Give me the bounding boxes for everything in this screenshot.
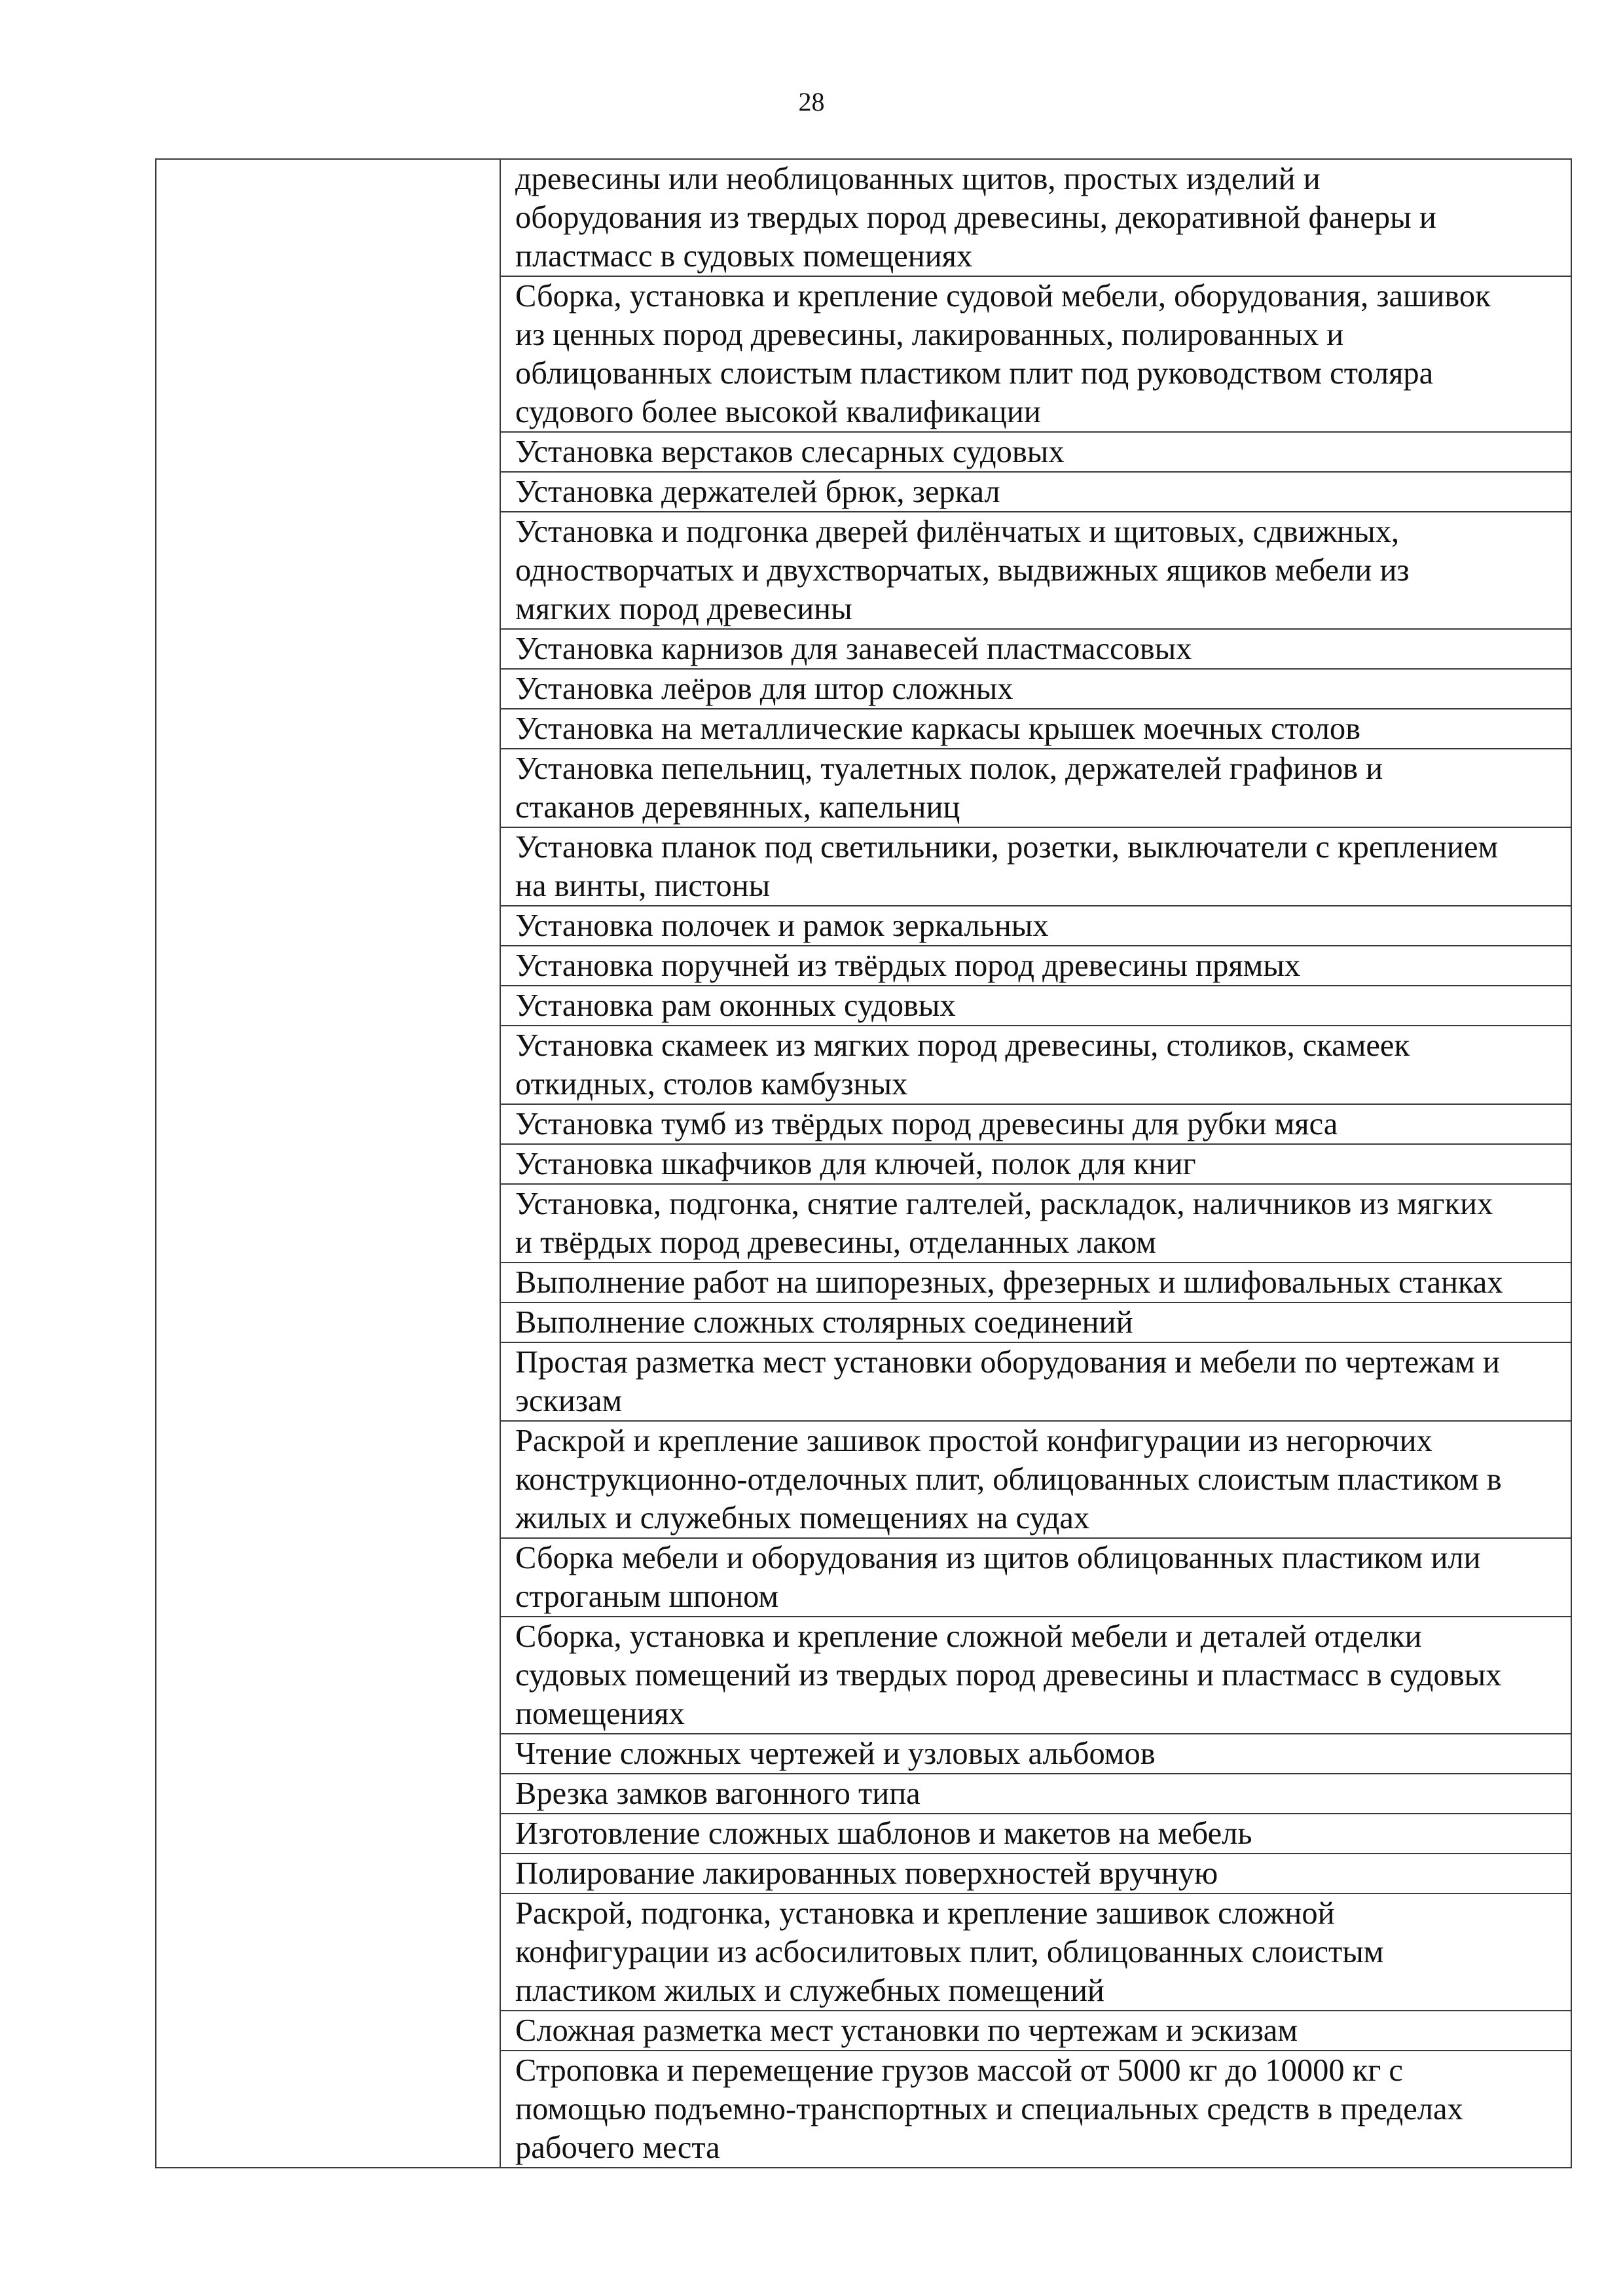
work-item-cell <box>500 512 1571 629</box>
work-item-text: Чтение сложных чертежей и узловых альбомов <box>515 1736 1156 1771</box>
work-item-cell <box>500 906 1571 946</box>
work-item-cell <box>500 827 1571 906</box>
table-row <box>156 159 1571 276</box>
work-item-cell <box>500 1814 1571 1854</box>
page-number: 28 <box>798 87 825 117</box>
work-item-cell <box>500 946 1571 986</box>
work-item-text: Сборка мебели и оборудования из щитов облицованных пластиком или строганым шпоном <box>515 1541 1481 1614</box>
work-item-cell <box>500 472 1571 512</box>
work-item-cell <box>500 276 1571 432</box>
work-item-cell <box>500 1144 1571 1184</box>
work-item-cell <box>500 629 1571 669</box>
work-item-cell <box>500 2051 1571 2168</box>
work-item-cell <box>500 1342 1571 1421</box>
work-item-text: Установка на металлические каркасы крышек моечных столов <box>515 711 1361 746</box>
work-item-text: Простая разметка мест установки оборудования и мебели по чертежам и эскизам <box>515 1345 1500 1418</box>
work-item-text: Установка поручней из твёрдых пород древесины прямых <box>515 948 1301 983</box>
work-item-cell <box>500 1421 1571 1538</box>
work-item-text: Установка тумб из твёрдых пород древесины для рубки мяса <box>515 1107 1338 1141</box>
work-item-text: Установка полочек и рамок зеркальных <box>515 908 1049 943</box>
work-item-text: Установка рам оконных судовых <box>515 988 956 1023</box>
work-list-table <box>155 158 1572 2168</box>
work-item-cell <box>500 709 1571 749</box>
work-item-text: Установка леёров для штор сложных <box>515 672 1013 706</box>
work-item-text: Изготовление сложных шаблонов и макетов на мебель <box>515 1816 1252 1851</box>
work-item-text: Установка планок под светильники, розетки, выключатели с креплением на винты, пистоны <box>515 830 1499 903</box>
work-item-cell <box>500 1184 1571 1263</box>
work-item-cell <box>500 1854 1571 1893</box>
work-item-cell <box>500 1538 1571 1617</box>
work-item-text: Строповка и перемещение грузов массой от 5000 кг до 10000 кг с помощью подъемно-транспортных и специальных средств в пределах рабочего места <box>515 2053 1463 2165</box>
work-item-text: Выполнение работ на шипорезных, фрезерных и шлифовальных станках <box>515 1265 1503 1300</box>
work-item-text: Установка держателей брюк, зеркал <box>515 475 1000 509</box>
work-item-text: древесины или необлицованных щитов, простых изделий и оборудования из твердых пород древесины, декоративной фанеры и пластмасс в судовых помещениях <box>515 162 1436 274</box>
work-item-cell <box>500 1893 1571 2011</box>
work-item-text: Установка верстаков слесарных судовых <box>515 435 1065 469</box>
work-item-cell <box>500 1774 1571 1814</box>
work-item-text: Установка шкафчиков для ключей, полок для книг <box>515 1147 1196 1181</box>
work-item-text: Полирование лакированных поверхностей вручную <box>515 1856 1218 1891</box>
work-item-cell <box>500 1026 1571 1104</box>
work-item-text: Раскрой, подгонка, установка и крепление зашивок сложной конфигурации из асбосилитовых плит, облицованных слоистым пластиком жилых и служебных помещений <box>515 1896 1384 2008</box>
work-item-cell <box>500 749 1571 827</box>
work-item-cell <box>500 159 1571 276</box>
work-item-text: Установка карнизов для занавесей пластмассовых <box>515 632 1192 666</box>
work-item-text: Сборка, установка и крепление судовой мебели, оборудования, зашивок из ценных пород древесины, лакированных, полированных и облицованных слоистым пластиком плит под руководством столяра судового более высокой квалификации <box>515 279 1491 429</box>
work-item-cell <box>500 1104 1571 1144</box>
work-item-cell <box>500 1734 1571 1774</box>
work-item-cell <box>500 986 1571 1026</box>
work-item-text: Установка и подгонка дверей филёнчатых и щитовых, сдвижных, одностворчатых и двухстворчатых, выдвижных ящиков мебели из мягких пород древесины <box>515 514 1410 626</box>
work-item-text: Раскрой и крепление зашивок простой конфигурации из негорючих конструкционно-отделочных плит, облицованных слоистым пластиком в жилых и служебных помещениях на судах <box>515 1424 1502 1535</box>
work-item-text: Установка пепельниц, туалетных полок, держателей графинов и стаканов деревянных, капельниц <box>515 751 1383 825</box>
work-item-text: Врезка замков вагонного типа <box>515 1776 921 1811</box>
work-item-cell <box>500 432 1571 472</box>
work-item-text: Выполнение сложных столярных соединений <box>515 1305 1133 1340</box>
work-item-cell <box>500 1263 1571 1302</box>
work-item-cell <box>500 669 1571 709</box>
work-item-text: Установка, подгонка, снятие галтелей, раскладок, наличников из мягких и твёрдых пород древесины, отделанных лаком <box>515 1187 1493 1260</box>
work-item-cell <box>500 2011 1571 2051</box>
work-item-text: Сложная разметка мест установки по чертежам и эскизам <box>515 2013 1298 2048</box>
work-item-text: Установка скамеек из мягких пород древесины, столиков, скамеек откидных, столов камбузных <box>515 1028 1410 1102</box>
empty-left-column <box>156 159 500 2168</box>
work-item-text: Сборка, установка и крепление сложной мебели и деталей отделки судовых помещений из твердых пород древесины и пластмасс в судовых помещениях <box>515 1619 1502 1731</box>
work-item-cell <box>500 1302 1571 1342</box>
work-item-cell <box>500 1617 1571 1734</box>
